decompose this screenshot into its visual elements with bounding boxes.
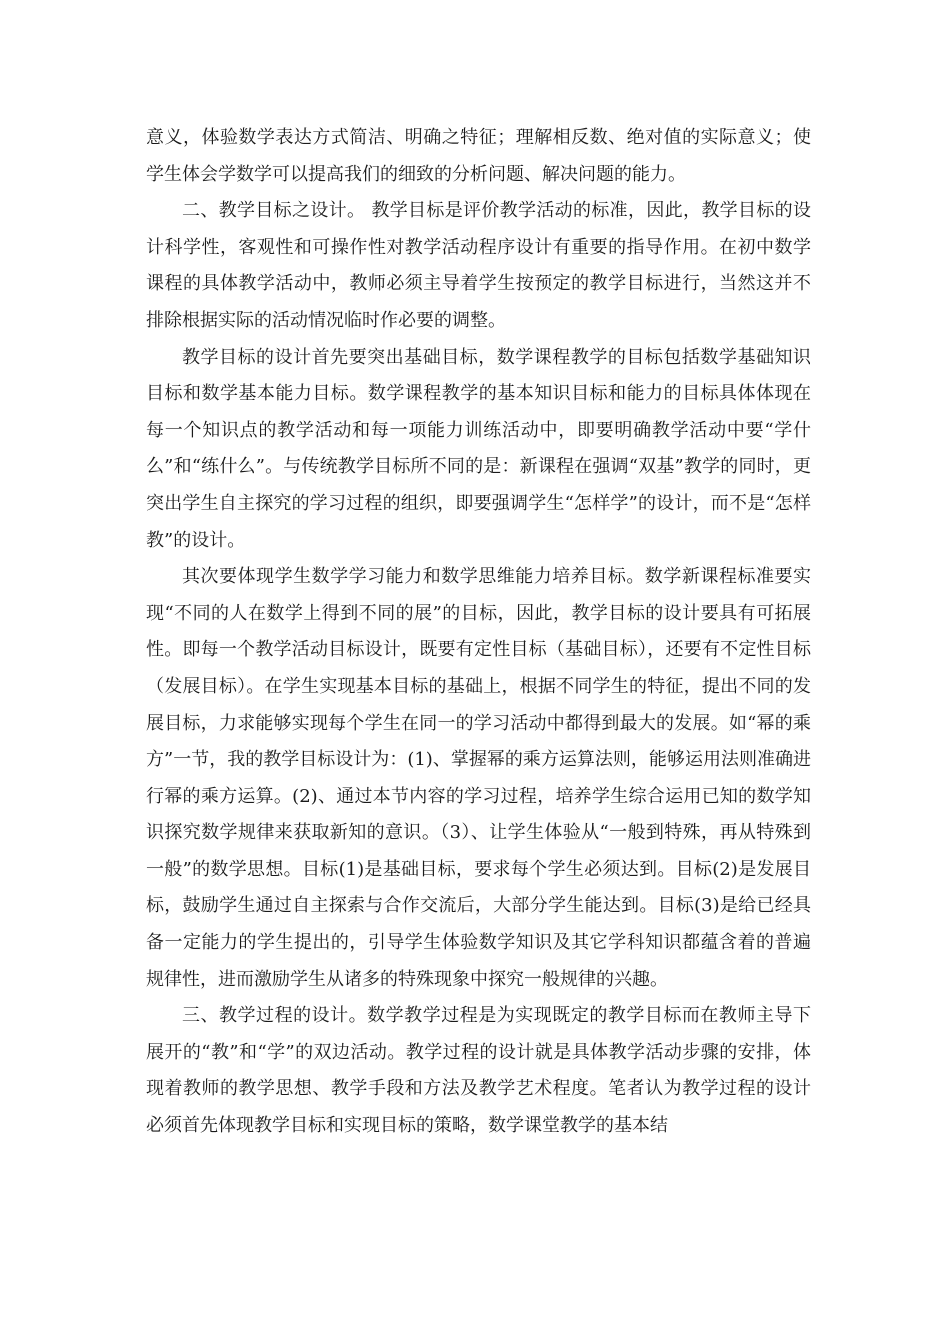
paragraph-section-two: 二、教学目标之设计。 教学目标是评价教学活动的标准，因此，教学目标的设计科学性，客观性和可操作性对教学活动程序设计有重要的指导作用。在初中数学课程的具体教学活动中，教师必须主导着学生按预定的教学目标进行，当然这并不排除根据实际的活动情况临时作必要的调整。	[146, 200, 811, 331]
paragraph-section-three: 三、教学过程的设计。数学教学过程是为实现既定的教学目标而在教师主导下展开的“教”和“学”的双边活动。教学过程的设计就是具体教学活动步骤的安排，体现着教师的教学思想、教学手段和方法及教学艺术程度。笔者认为教学过程的设计必须首先体现教学目标和实现目标的策略，数学课堂教学的基本结	[146, 1005, 811, 1137]
paragraph-continuation: 意义，体验数学表达方式简洁、明确之特征；理解相反数、绝对值的实际意义；使学生体会学数学可以提高我们的细致的分析问题、解决问题的能力。	[146, 127, 811, 185]
document-body	[146, 120, 811, 1145]
paragraph-ability-goals: 其次要体现学生数学学习能力和数学思维能力培养目标。数学新课程标准要实现“不同的人在数学上得到不同的展”的目标，因此，教学目标的设计要具有可拓展性。即每一个教学活动目标设计，既要有定性目标（基础目标），还要有不定性目标（发展目标）。在学生实现基本目标的基础上，根据不同学生的特征，提出不同的发展目标，力求能够实现每个学生在同一的学习活动中都得到最大的发展。如“幂的乘方”一节，我的教学目标设计为：(1)、掌握幂的乘方运算法则，能够运用法则准确进行幂的乘方运算。(2)、通过本节内容的学习过程，培养学生综合运用已知的数学知识探究数学规律来获取新知的意识。（3）、让学生体验从“一般到特殊，再从特殊到一般”的数学思想。目标(1)是基础目标，要求每个学生必须达到。目标(2)是发展目标，鼓励学生通过自主探索与合作交流后，大部分学生能达到。目标(3)是给已经具备一定能力的学生提出的，引导学生体验数学知识及其它学科知识都蕴含着的普遍规律性，进而激励学生从诸多的特殊现象中探究一般规律的兴趣。	[146, 566, 811, 990]
paragraph-basic-goals: 教学目标的设计首先要突出基础目标，数学课程教学的目标包括数学基础知识目标和数学基本能力目标。数学课程教学的基本知识目标和能力的目标具体体现在每一个知识点的教学活动和每一项能力训练活动中，即要明确教学活动中要“学什么”和“练什么”。与传统教学目标所不同的是：新课程在强调“双基”教学的同时，更突出学生自主探究的学习过程的组织，即要强调学生“怎样学”的设计，而不是“怎样教”的设计。	[146, 346, 811, 551]
